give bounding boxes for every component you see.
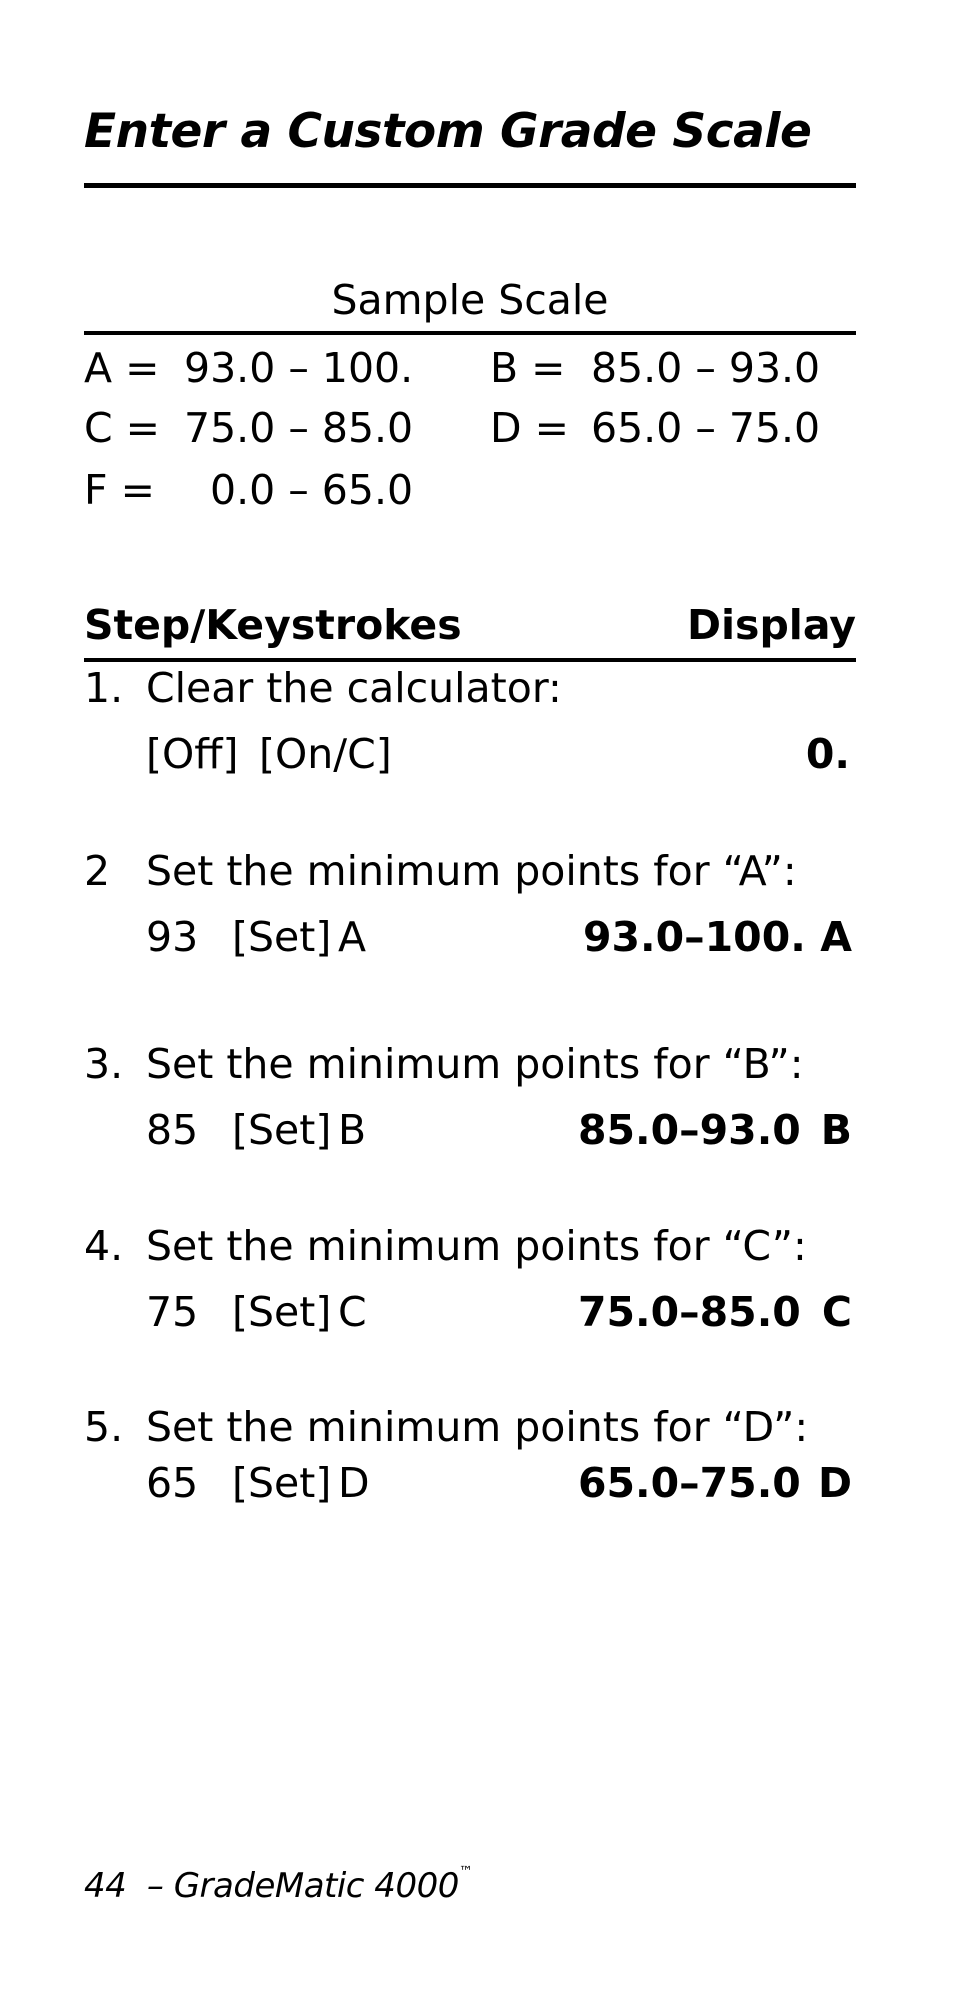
key-number: 75 [146,1288,199,1336]
title-divider [84,183,856,188]
step-keystrokes [146,1459,856,1515]
steps-divider [84,658,856,662]
scale-row [84,466,856,518]
key-number: 85 [146,1106,199,1154]
grade-range-c: 75.0 – 85.0 [184,404,414,452]
step-display-grade: A [820,913,852,961]
key-set: [Set] [232,1459,332,1507]
scale-row [84,404,856,456]
steps-header-left: Step/Keystrokes [84,601,462,649]
step-display-grade: D [817,1459,852,1507]
grade-range-f: 0.0 – 65.0 [210,466,414,514]
grade-label-f: F = [84,466,155,514]
step-keystrokes [146,1106,856,1162]
sample-scale-divider [84,331,856,335]
step-number: 4. [84,1222,124,1270]
grade-label-a: A = [84,344,160,392]
step-number: 3. [84,1040,124,1088]
step-display: 0. [805,730,850,778]
step-display: 75.0–85.0 [578,1288,801,1336]
key-grade: C [338,1288,367,1336]
sample-scale-title: Sample Scale [331,276,609,324]
step-number: 5. [84,1403,124,1451]
grade-range-d: 65.0 – 75.0 [591,404,821,452]
key-set: [Set] [232,913,332,961]
page-number: 44 [84,1866,127,1906]
step-keystrokes [146,730,856,786]
product-name: – GradeMatic 4000 [146,1866,459,1906]
grade-label-c: C = [84,404,161,452]
step-display: 85.0–93.0 [578,1106,801,1154]
step-number: 1. [84,664,124,712]
step-display-grade: C [821,1288,852,1336]
page-title: Enter a Custom Grade Scale [84,104,812,159]
steps-header [84,601,856,657]
step-description: Set the minimum points for “D”: [146,1403,809,1451]
step-keystrokes [146,1288,856,1344]
grade-label-d: D = [490,404,569,452]
step-description: Set the minimum points for “B”: [146,1040,804,1088]
step-display: 93.0–100. [583,913,806,961]
grade-label-b: B = [490,344,566,392]
step-display: 65.0–75.0 [578,1459,801,1507]
page-footer [84,1866,472,1906]
key-set: [Set] [232,1288,332,1336]
step-display-grade: B [820,1106,852,1154]
grade-range-b: 85.0 – 93.0 [591,344,821,392]
step-description: Set the minimum points for “A”: [146,847,797,895]
step-number: 2 [84,847,111,895]
key-grade: B [338,1106,367,1154]
manual-page [84,0,856,2009]
key-set: [Set] [232,1106,332,1154]
key-grade: A [338,913,367,961]
step-description: Set the minimum points for “C”: [146,1222,807,1270]
scale-row [84,344,856,396]
step-description: Clear the calculator: [146,664,562,712]
key-number: 65 [146,1459,199,1507]
steps-header-right: Display [686,601,856,649]
key-number: 93 [146,913,199,961]
key-grade: D [338,1459,370,1507]
step-keystrokes [146,913,856,969]
trademark-symbol: ™ [458,1864,473,1880]
key-off: [Off] [146,730,239,778]
grade-range-a: 93.0 – 100. [184,344,414,392]
key-on-c: [On/C] [259,730,392,778]
